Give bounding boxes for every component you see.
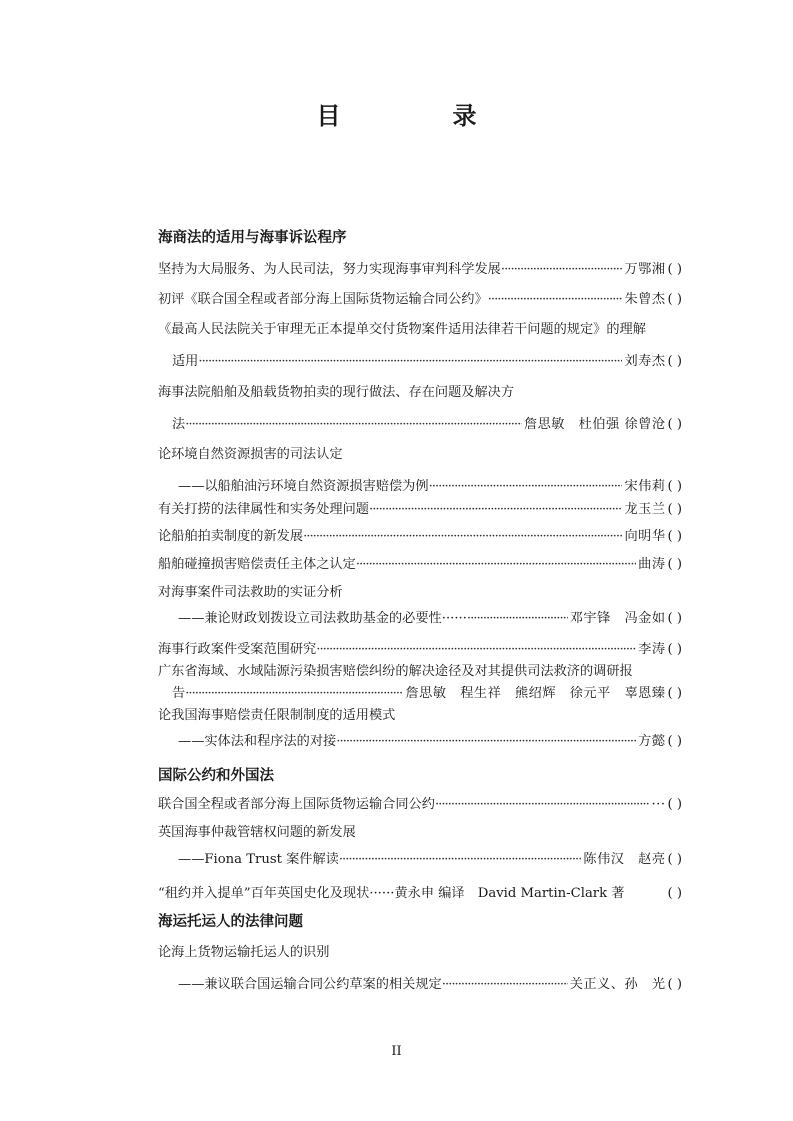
entry-author: 刘寿杰	[624, 354, 666, 369]
entry-author: 宋伟莉	[624, 479, 666, 494]
entry-page: ( )	[667, 292, 682, 307]
toc-entry[interactable]	[178, 976, 682, 994]
entry-author: 朱曾杰	[624, 292, 666, 307]
leader-dots	[185, 416, 522, 434]
entry-title: 联合国全程或者部分海上国际货物运输合同公约	[158, 797, 435, 812]
entry-author: 向明华	[624, 529, 666, 544]
entry-title: 论我国海事赔偿责任限制制度的适用模式	[158, 708, 396, 723]
entry-page: ( )	[667, 686, 682, 701]
entry-title: 广东省海域、水域陆源污染损害赔偿纠纷的解决途径及对其提供司法救济的调研报	[158, 664, 633, 679]
toc-entry-line1	[158, 707, 682, 725]
entry-page: ( )	[667, 642, 682, 657]
leader-dots	[429, 478, 623, 496]
leader-dots	[435, 796, 650, 814]
entry-subtitle: ——Fiona Trust 案件解读	[178, 852, 339, 867]
entry-page: ( )	[667, 417, 682, 432]
entry-page: ( )	[667, 479, 682, 494]
entry-author: 万鄂湘	[624, 262, 666, 277]
toc-entry-line1	[158, 824, 682, 842]
entry-title-cont: 法	[172, 417, 186, 432]
toc-entry[interactable]	[158, 501, 682, 519]
toc-entry[interactable]	[172, 416, 682, 434]
entry-author: 李涛	[638, 642, 666, 657]
entry-page: ( )	[667, 734, 682, 749]
entry-subtitle: ——实体法和程序法的对接	[178, 734, 337, 749]
page-title: 目 录	[316, 102, 521, 130]
entry-title-cont: 告	[172, 686, 186, 701]
toc-entry[interactable]	[158, 291, 682, 309]
entry-page: ( )	[667, 502, 682, 517]
entry-title: 初评《联合国全程或者部分海上国际货物运输合同公约》	[158, 292, 488, 307]
leader-dots	[185, 685, 403, 703]
entry-author: 陈伟汉 赵亮	[583, 852, 666, 867]
entry-author: 关正义、孙 光	[569, 977, 666, 992]
entry-page: ( )	[667, 611, 682, 626]
entry-title: 英国海事仲裁管辖权问题的新发展	[158, 825, 356, 840]
toc-entry[interactable]	[178, 851, 682, 869]
entry-page: ( )	[667, 977, 682, 992]
entry-subtitle: ——兼论财政划拨设立司法救助基金的必要性······	[178, 611, 467, 626]
toc-entry-line1	[158, 321, 682, 339]
leader-dots	[198, 353, 622, 371]
entry-title: 有关打捞的法律属性和实务处理问题	[158, 502, 369, 517]
section-heading: 海商法的适用与海事诉讼程序	[158, 230, 347, 246]
toc-entry[interactable]	[158, 556, 682, 574]
toc-entry-line1	[158, 446, 682, 464]
entry-page: ( )	[667, 262, 682, 277]
toc-entry-line1	[158, 584, 682, 602]
page-number: II	[391, 1044, 402, 1059]
leader-dots	[356, 556, 636, 574]
toc-entry[interactable]	[172, 685, 682, 703]
entry-title: 论海上货物运输托运人的识别	[158, 945, 330, 960]
toc-entry[interactable]	[178, 610, 682, 628]
leader-dots	[488, 291, 623, 309]
entry-subtitle: ——以船舶油污环境自然资源损害赔偿为例	[178, 479, 429, 494]
toc-entry[interactable]	[178, 478, 682, 496]
toc-entry[interactable]	[158, 261, 682, 279]
entry-title: 论船舶拍卖制度的新发展	[158, 529, 304, 544]
entry-subtitle: ——兼议联合国运输合同公约草案的相关规定	[178, 977, 442, 992]
toc-entry[interactable]	[158, 528, 682, 546]
entry-page: ( )	[667, 886, 682, 901]
leader-dots	[339, 851, 582, 869]
leader-dots	[369, 501, 622, 519]
entry-author: 曲涛	[638, 557, 666, 572]
toc-entry[interactable]	[158, 641, 682, 659]
entry-author: 龙玉兰	[624, 502, 666, 517]
toc-entry-line1	[158, 663, 682, 681]
leader-dots	[303, 528, 622, 546]
entry-title: 海事行政案件受案范围研究	[158, 642, 317, 657]
entry-title: 坚持为大局服务、为人民司法，努力实现海事审判科学发展	[158, 262, 501, 277]
leader-dots	[316, 641, 636, 659]
entry-author: 方懿	[638, 734, 666, 749]
entry-author: 詹思敏 程生祥 熊绍辉 徐元平 辜恩臻	[405, 686, 666, 701]
section-heading: 国际公约和外国法	[158, 768, 274, 784]
entry-title: 对海事案件司法救助的实证分析	[158, 585, 343, 600]
toc-entry-line1	[158, 384, 682, 402]
entry-author: 詹思敏 杜伯强 徐曾沧	[523, 417, 666, 432]
leader-dots	[467, 610, 568, 628]
entry-page: ( )	[667, 354, 682, 369]
entry-author: ···	[651, 797, 666, 812]
entry-author: 邓宇锋 冯金如	[569, 611, 666, 626]
entry-title: 论环境自然资源损害的司法认定	[158, 447, 343, 462]
toc-entry[interactable]	[158, 885, 682, 903]
entry-title: 海事法院船舶及船载货物拍卖的现行做法、存在问题及解决方	[158, 385, 515, 400]
toc-entry-line1	[158, 944, 682, 962]
toc-entry[interactable]	[158, 796, 682, 814]
section-heading: 海运托运人的法律问题	[158, 914, 303, 930]
entry-title-cont: 适用	[172, 354, 199, 369]
leader-dots	[501, 261, 623, 279]
entry-page: ( )	[667, 557, 682, 572]
leader-dots	[442, 976, 568, 994]
entry-page: ( )	[667, 529, 682, 544]
leader-dots	[336, 733, 636, 751]
entry-page: ( )	[667, 797, 682, 812]
entry-title: 《最高人民法院关于审理无正本提单交付货物案件适用法律若干问题的规定》的理解	[158, 322, 646, 337]
entry-title: “租约并入提单”百年英国史化及现状······黄永申 编译 David Martin-Clark 著	[158, 886, 625, 901]
entry-page: ( )	[667, 852, 682, 867]
toc-entry[interactable]	[178, 733, 682, 751]
toc-entry[interactable]	[172, 353, 682, 371]
entry-title: 船舶碰撞损害赔偿责任主体之认定	[158, 557, 356, 572]
